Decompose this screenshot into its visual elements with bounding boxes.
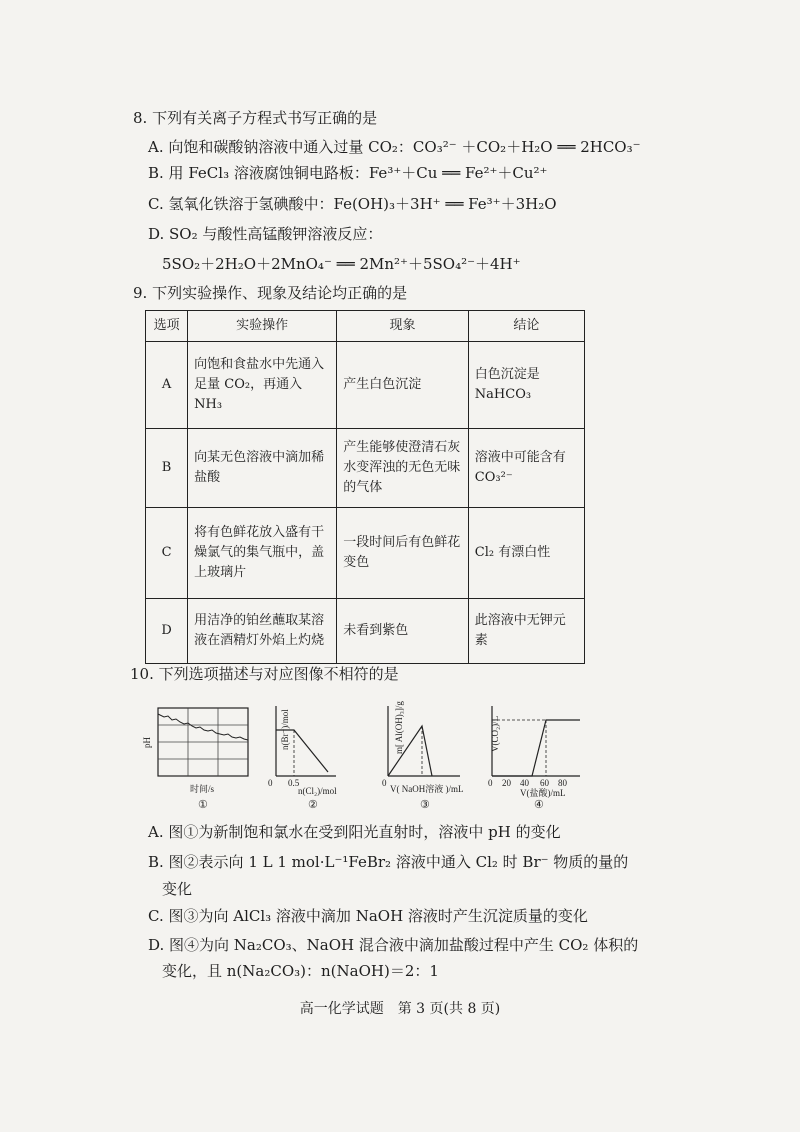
figure-3	[382, 701, 464, 811]
header-operation: 实验操作	[188, 311, 337, 342]
table-row	[146, 429, 585, 508]
row-conclusion: Cl₂ 有漂白性	[468, 508, 584, 599]
row-option: B	[146, 429, 188, 508]
row-operation: 用洁净的铂丝蘸取某溶液在酒精灯外焰上灼烧	[188, 599, 337, 664]
fig1-ylabel: pH	[142, 737, 152, 748]
q10-option-b: B. 图②表示向 1 L 1 mol·L⁻¹FeBr₂ 溶液中通入 Cl₂ 时 Br⁻ 物质的量的	[148, 853, 629, 871]
q10-option-d-continued: 变化，且 n(Na₂CO₃)：n(NaOH)＝2：1	[162, 962, 439, 980]
table-row	[146, 342, 585, 429]
table-row	[146, 508, 585, 599]
q8-option-c: C. 氢氧化铁溶于氢碘酸中：Fe(OH)₃＋3H⁺ ══ Fe³⁺＋3H₂O	[148, 195, 557, 213]
fig4-tick-40: 40	[520, 778, 529, 788]
row-phenomenon: 未看到紫色	[337, 599, 469, 664]
fig2-ylabel: n(Br⁻)/mol	[280, 709, 290, 750]
fig4-xlabel: V(盐酸)/mL	[520, 788, 566, 798]
q8-option-d-equation: 5SO₂＋2H₂O＋2MnO₄⁻ ══ 2Mn²⁺＋5SO₄²⁻＋4H⁺	[162, 255, 521, 273]
question-8-stem: 8. 下列有关离子方程式书写正确的是	[133, 109, 378, 127]
q10-option-d: D. 图④为向 Na₂CO₃、NaOH 混合液中滴加盐酸过程中产生 CO₂ 体积的	[148, 936, 639, 954]
row-operation: 将有色鲜花放入盛有干燥氯气的集气瓶中，盖上玻璃片	[188, 508, 337, 599]
fig4-tick-80: 80	[558, 778, 567, 788]
q8-option-d: D. SO₂ 与酸性高锰酸钾溶液反应：	[148, 225, 383, 243]
question-10-figures	[140, 700, 590, 820]
fig4-tick-60: 60	[540, 778, 549, 788]
fig1-ph-curve	[158, 714, 248, 740]
row-option: C	[146, 508, 188, 599]
fig2-tick-0: 0	[268, 778, 273, 788]
fig4-co2-line	[492, 720, 580, 776]
fig3-ylabel: m[ Al(OH)₃]/g	[394, 701, 404, 754]
fig3-origin: 0	[382, 778, 387, 788]
figure-2	[268, 706, 337, 811]
question-10-stem: 10. 下列选项描述与对应图像不相符的是	[130, 665, 399, 683]
fig4-tick-0: 0	[488, 778, 493, 788]
experiment-table	[145, 310, 585, 664]
row-phenomenon: 一段时间后有色鲜花变色	[337, 508, 469, 599]
row-phenomenon: 产生能够使澄清石灰水变浑浊的无色无味的气体	[337, 429, 469, 508]
row-operation: 向某无色溶液中滴加稀盐酸	[188, 429, 337, 508]
q10-option-a: A. 图①为新制饱和氯水在受到阳光直射时，溶液中 pH 的变化	[148, 823, 561, 841]
row-conclusion: 溶液中可能含有 CO₃²⁻	[468, 429, 584, 508]
fig4-number: ④	[534, 799, 544, 811]
figure-1	[142, 708, 248, 811]
q8-option-a: A. 向饱和碳酸钠溶液中通入过量 CO₂：CO₃²⁻ ＋CO₂＋H₂O ══ 2HCO₃⁻	[148, 138, 641, 156]
table-row	[146, 599, 585, 664]
fig3-number: ③	[420, 799, 430, 811]
row-option: A	[146, 342, 188, 429]
row-conclusion: 白色沉淀是 NaHCO₃	[468, 342, 584, 429]
fig4-tick-20: 20	[502, 778, 511, 788]
row-operation: 向饱和食盐水中先通入足量 CO₂，再通入 NH₃	[188, 342, 337, 429]
header-phenomenon: 现象	[337, 311, 469, 342]
header-conclusion: 结论	[468, 311, 584, 342]
fig1-number: ①	[198, 799, 208, 811]
row-conclusion: 此溶液中无钾元素	[468, 599, 584, 664]
q8-option-b: B. 用 FeCl₃ 溶液腐蚀铜电路板：Fe³⁺＋Cu ══ Fe²⁺＋Cu²⁺	[148, 164, 548, 182]
q10-option-b-continued: 变化	[162, 880, 193, 898]
fig2-tick-05: 0.5	[288, 778, 300, 788]
header-option: 选项	[146, 311, 188, 342]
page-footer: 高一化学试题 第 3 页(共 8 页)	[299, 1001, 501, 1017]
fig2-number: ②	[308, 799, 318, 811]
q10-option-c: C. 图③为向 AlCl₃ 溶液中滴加 NaOH 溶液时产生沉淀质量的变化	[148, 907, 588, 925]
question-9-stem: 9. 下列实验操作、现象及结论均正确的是	[133, 284, 408, 302]
row-option: D	[146, 599, 188, 664]
figure-4	[488, 706, 580, 811]
fig1-xlabel: 时间/s	[190, 784, 215, 794]
fig4-ylabel: V(CO₂)/L	[490, 715, 500, 752]
row-phenomenon: 产生白色沉淀	[337, 342, 469, 429]
fig2-xlabel: n(Cl₂)/mol	[298, 786, 337, 796]
table-header-row	[146, 311, 585, 342]
fig3-xlabel: V( NaOH溶液 )/mL	[390, 784, 464, 794]
